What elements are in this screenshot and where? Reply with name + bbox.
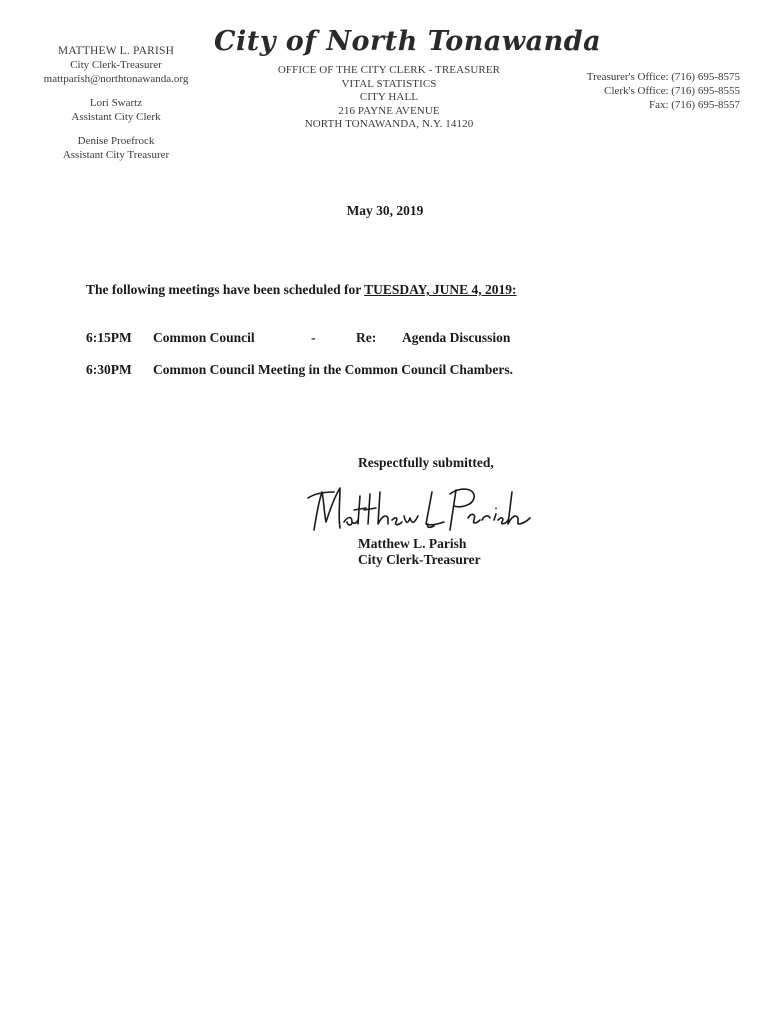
meeting-re-label: Re: bbox=[356, 330, 377, 345]
office-line: 216 PAYNE AVENUE bbox=[338, 104, 440, 117]
treasurer-phone: Treasurer's Office: (716) 695-8575 bbox=[586, 71, 740, 83]
assistant-clerk-name: Lori Swartz bbox=[89, 97, 143, 109]
fax-number: Fax: (716) 695-8557 bbox=[648, 99, 740, 111]
letter-date: May 30, 2019 bbox=[346, 203, 424, 218]
letterhead-title: City of North Tonawanda bbox=[214, 26, 602, 57]
meeting-date: TUESDAY, JUNE 4, 2019: bbox=[364, 282, 517, 297]
meeting-title: Common Council bbox=[153, 330, 255, 345]
signer-title: City Clerk-Treasurer bbox=[358, 552, 481, 567]
office-line: NORTH TONAWANDA, N.Y. 14120 bbox=[304, 118, 474, 130]
office-line: CITY HALL bbox=[359, 91, 419, 103]
left-header-column bbox=[18, 44, 214, 162]
meeting-subject: Agenda Discussion bbox=[402, 330, 511, 345]
clerk-phone: Clerk's Office: (716) 695-8555 bbox=[604, 85, 740, 97]
handwritten-signature bbox=[300, 478, 540, 538]
meeting-dash: - bbox=[311, 330, 316, 345]
assistant-clerk-role: Assistant City Clerk bbox=[71, 111, 161, 123]
meeting-time: 6:30PM bbox=[86, 362, 132, 377]
meeting-title: Common Council Meeting in the Common Council Chambers. bbox=[153, 362, 513, 377]
meeting-time: 6:15PM bbox=[86, 330, 132, 345]
assistant-treasurer-name: Denise Proefrock bbox=[77, 135, 155, 147]
office-line: OFFICE OF THE CITY CLERK - TREASURER bbox=[277, 64, 501, 76]
office-address-block bbox=[230, 64, 548, 132]
clerk-name: MATTHEW L. PARISH bbox=[57, 45, 175, 57]
signer-block bbox=[358, 536, 481, 568]
signer-name: Matthew L. Parish bbox=[358, 536, 467, 551]
clerk-role: City Clerk-Treasurer bbox=[70, 59, 162, 71]
phone-block bbox=[540, 70, 740, 112]
closing-text: Respectfully submitted, bbox=[358, 455, 494, 470]
clerk-email: mattparish@northtonawanda.org bbox=[43, 73, 189, 85]
intro-text: The following meetings have been scheduled for bbox=[86, 282, 365, 297]
office-line: VITAL STATISTICS bbox=[341, 77, 437, 90]
assistant-treasurer-role: Assistant City Treasurer bbox=[62, 149, 170, 161]
intro-paragraph bbox=[86, 282, 517, 298]
